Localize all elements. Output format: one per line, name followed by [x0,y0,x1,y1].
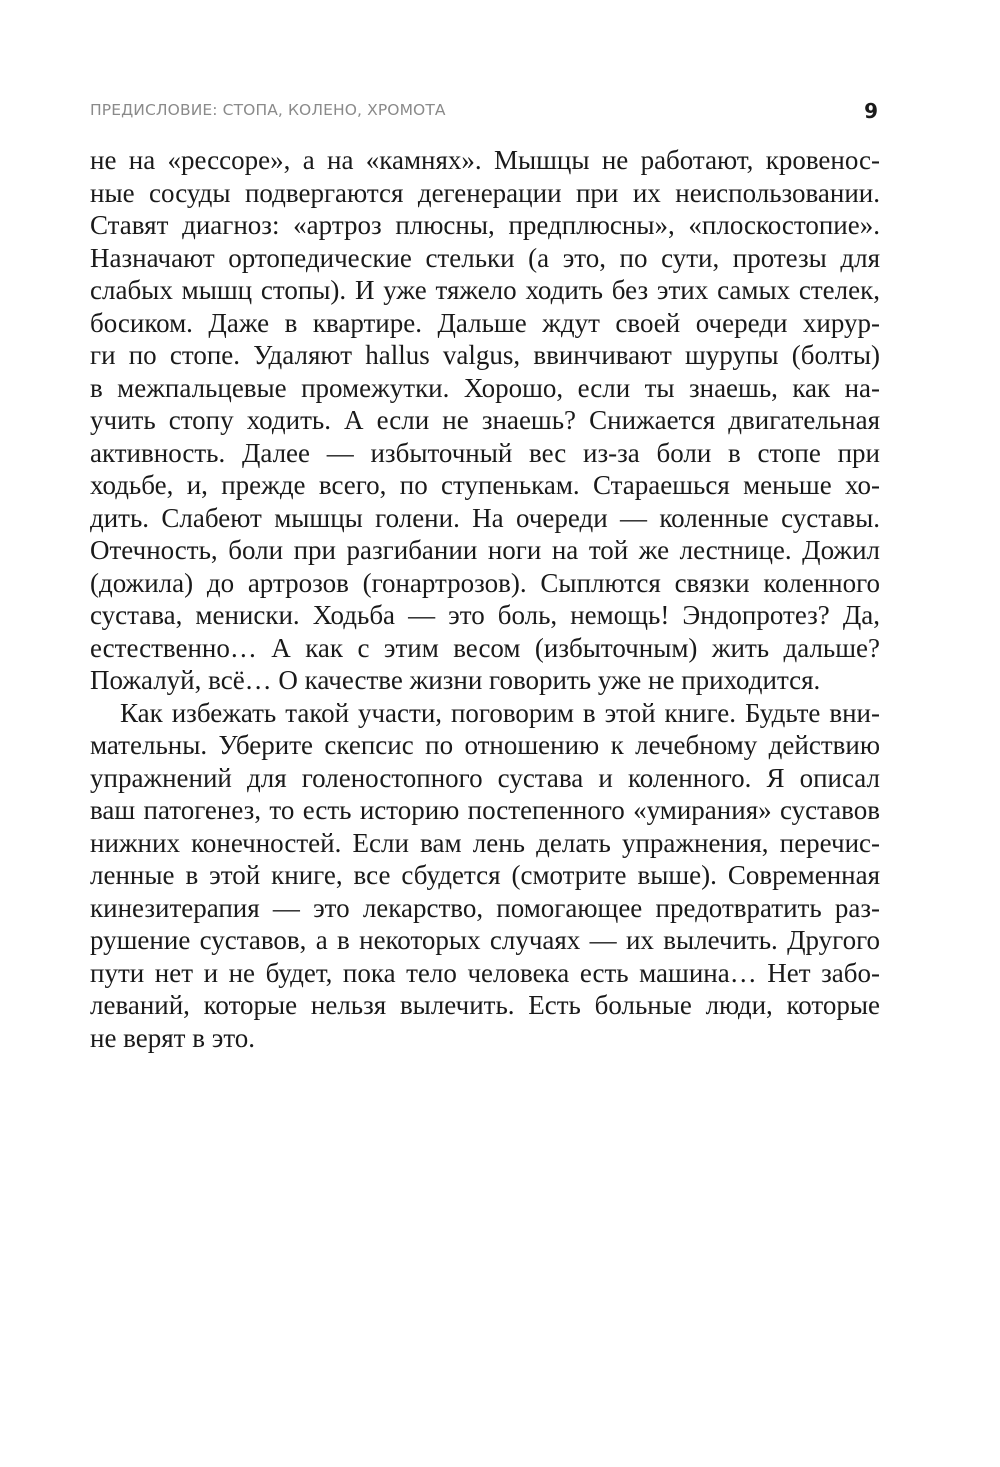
text-line: Назначают ортопедические стельки (а это, по сути, протезы для [90,242,880,273]
text-line: пути нет и не будет, пока тело человека есть машина… Нет забо- [90,957,880,988]
text-line: мательны. Уберите скепсис по отношению к лечебному действию [90,730,880,760]
text-line: не на «рессоре», а на «камнях». Мышцы не работают, кровенос- [90,145,880,175]
paragraph-2 [90,697,880,1055]
text-line: кинезитерапия — это лекарство, помогающее предотвратить раз- [90,892,880,923]
text-line: упражнений для голеностопного сустава и коленного. Я описал [90,762,880,793]
text-line: Ставят диагноз: «артроз плюсны, предплюсны», «плоскостопие». [90,210,880,240]
text-line: ные сосуды подвергаются дегенерации при их неиспользовании. [90,177,880,208]
text-line: ходьбе, и, прежде всего, по ступенькам. Стараешься меньше хо- [90,470,880,500]
text-line: леваний, которые нельзя вылечить. Есть больные люди, которые [90,990,880,1020]
text-line: слабых мышц стопы). И уже тяжело ходить без этих самых стелек, [90,275,880,305]
text-line: босиком. Даже в квартире. Дальше ждут своей очереди хирур- [90,307,880,338]
text-line: учить стопу ходить. А если не знаешь? Снижается двигательная [90,405,880,435]
text-line: Как избежать такой участи, поговорим в этой книге. Будьте вни- [120,697,880,728]
text-line: рушение суставов, а в некоторых случаях — их вылечить. Другого [90,925,880,955]
text-line: сустава, мениски. Ходьба — это боль, немощь! Эндопротез? Да, [90,600,880,630]
text-line: ги по стопе. Удаляют hallus valgus, ввинчивают шурупы (болты) [90,340,880,370]
text-line: Пожалуй, всё… О качестве жизни говорить уже не приходится. [90,665,821,695]
paragraph-1 [90,144,880,697]
text-line: в межпальцевые промежутки. Хорошо, если ты знаешь, как на- [90,372,880,403]
text-line: дить. Слабеют мышцы голени. На очереди — коленные суставы. [90,502,880,533]
text-line: не верят в это. [90,1022,256,1053]
text-line: Отечность, боли при разгибании ноги на той же лестнице. Дожил [90,535,880,565]
text-line: активность. Далее — избыточный вес из-за боли в стопе при [90,437,880,468]
running-header: ПРЕДИСЛОВИЕ: СТОПА, КОЛЕНО, ХРОМОТА [90,101,446,119]
body-text [90,144,880,1054]
text-line: (дожила) до артрозов (гонартрозов). Сыплются связки коленного [90,567,880,598]
page-number: 9 [864,99,878,123]
text-line: ваш патогенез, то есть историю постепенного «умирания» суставов [90,795,880,825]
text-line: нижних конечностей. Если вам лень делать упражнения, перечис- [90,827,880,858]
text-line: естественно… А как с этим весом (избыточным) жить дальше? [90,632,880,663]
text-line: ленные в этой книге, все сбудется (смотрите выше). Современная [90,860,880,890]
